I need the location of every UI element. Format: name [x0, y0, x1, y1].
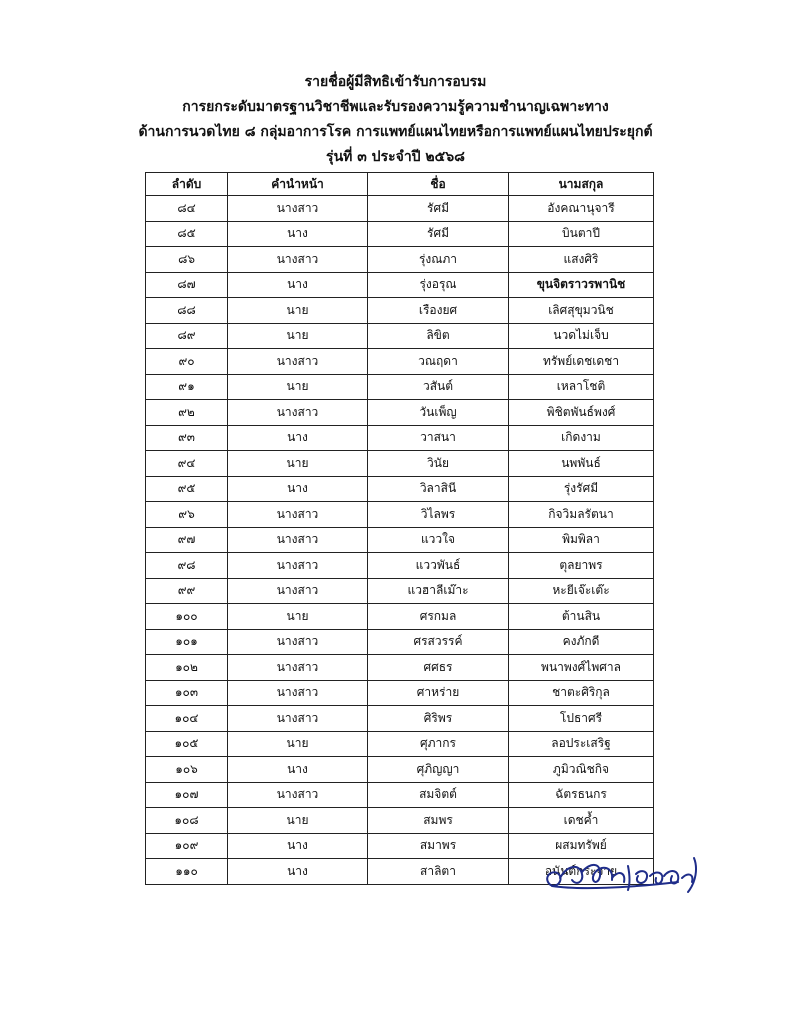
cell-title: นาง [228, 221, 368, 247]
cell-lastname: เลิศสุขุมวนิช [509, 298, 654, 324]
cell-no: ๙๖ [146, 502, 228, 528]
cell-no: ๑๐๗ [146, 782, 228, 808]
cell-lastname: พิมพิลา [509, 527, 654, 553]
cell-lastname: อังคณานุจารี [509, 196, 654, 222]
cell-title: นางสาว [228, 527, 368, 553]
cell-title: นาย [228, 451, 368, 477]
table-row [146, 349, 654, 375]
table-row [146, 757, 654, 783]
cell-title: นาง [228, 476, 368, 502]
cell-no: ๑๐๔ [146, 706, 228, 732]
cell-firstname: วิไลพร [368, 502, 509, 528]
cell-firstname: ศิริพร [368, 706, 509, 732]
cell-title: นาง [228, 272, 368, 298]
table-row [146, 196, 654, 222]
cell-firstname: สมจิตต์ [368, 782, 509, 808]
table-row [146, 731, 654, 757]
table-row [146, 655, 654, 681]
table-row [146, 604, 654, 630]
cell-title: นาย [228, 323, 368, 349]
cell-lastname: ฉัตรธนกร [509, 782, 654, 808]
cell-firstname: วินัย [368, 451, 509, 477]
cell-lastname: บินตาปี [509, 221, 654, 247]
cell-lastname: นพพันธ์ [509, 451, 654, 477]
doc-subtitle-2: ด้านการนวดไทย ๘ กลุ่มอาการโรค การแพทย์แผนไทยหรือการแพทย์แผนไทยประยุกต์ [138, 124, 653, 140]
cell-no: ๑๐๘ [146, 808, 228, 834]
cell-lastname: ขุนจิตราวรพานิช [509, 272, 654, 298]
cell-lastname: รุ่งรัศมี [509, 476, 654, 502]
cell-lastname: โปธาศรี [509, 706, 654, 732]
cell-title: นางสาว [228, 349, 368, 375]
cell-no: ๙๐ [146, 349, 228, 375]
cell-firstname: วิลาสินี [368, 476, 509, 502]
cell-title: นางสาว [228, 553, 368, 579]
table-row [146, 425, 654, 451]
cell-no: ๙๕ [146, 476, 228, 502]
signature-image [538, 852, 708, 898]
cell-title: นาย [228, 808, 368, 834]
cell-firstname: แวฮาลีเม๊าะ [368, 578, 509, 604]
cell-firstname: ศุภากร [368, 731, 509, 757]
table-row [146, 553, 654, 579]
cell-title: นางสาว [228, 400, 368, 426]
col-header-title: คำนำหน้า [228, 173, 368, 196]
cell-no: ๙๓ [146, 425, 228, 451]
cell-no: ๑๐๐ [146, 604, 228, 630]
table-row [146, 680, 654, 706]
table-header-row [146, 173, 654, 196]
cell-lastname: เกิดงาม [509, 425, 654, 451]
cell-no: ๙๒ [146, 400, 228, 426]
table-row [146, 374, 654, 400]
doc-title: รายชื่อผู้มีสิทธิเข้ารับการอบรม [304, 74, 487, 90]
cell-lastname: ตุลยาพร [509, 553, 654, 579]
table-row [146, 808, 654, 834]
cell-no: ๑๐๑ [146, 629, 228, 655]
cell-no: ๑๐๓ [146, 680, 228, 706]
cell-lastname: ผสมทรัพย์ [509, 833, 654, 859]
table-row [146, 782, 654, 808]
cell-title: นาง [228, 833, 368, 859]
cell-firstname: ศรกมล [368, 604, 509, 630]
cell-firstname: แววพันธ์ [368, 553, 509, 579]
cell-no: ๙๘ [146, 553, 228, 579]
cell-title: นางสาว [228, 578, 368, 604]
table-row [146, 578, 654, 604]
col-header-no: ลำดับ [146, 173, 228, 196]
table-body [146, 196, 654, 885]
col-header-firstname: ชื่อ [368, 173, 509, 196]
cell-firstname: ศรสวรรค์ [368, 629, 509, 655]
cell-no: ๙๑ [146, 374, 228, 400]
cell-lastname: หะยีเจ๊ะเต๊ะ [509, 578, 654, 604]
cell-firstname: วสันต์ [368, 374, 509, 400]
cell-no: ๑๐๕ [146, 731, 228, 757]
cell-lastname: คงภักดี [509, 629, 654, 655]
cell-title: นางสาว [228, 680, 368, 706]
cell-firstname: สมาพร [368, 833, 509, 859]
cell-title: นาย [228, 731, 368, 757]
table-row [146, 272, 654, 298]
cell-title: นางสาว [228, 706, 368, 732]
cell-title: นาง [228, 757, 368, 783]
cell-title: นางสาว [228, 196, 368, 222]
cell-no: ๙๔ [146, 451, 228, 477]
cell-title: นาย [228, 604, 368, 630]
cell-no: ๙๙ [146, 578, 228, 604]
table-row [146, 451, 654, 477]
cell-firstname: วาสนา [368, 425, 509, 451]
cell-title: นาง [228, 425, 368, 451]
doc-subtitle-3: รุ่นที่ ๓ ประจำปี ๒๕๖๘ [326, 149, 465, 165]
table-row [146, 476, 654, 502]
cell-lastname: ทรัพย์เดชเดชา [509, 349, 654, 375]
table-row [146, 323, 654, 349]
cell-firstname: รัศมี [368, 196, 509, 222]
table-row [146, 400, 654, 426]
cell-no: ๑๐๒ [146, 655, 228, 681]
doc-subtitle-1: การยกระดับมาตรฐานวิชาชีพและรับรองความรู้ความชำนาญเฉพาะทาง [182, 99, 609, 115]
cell-lastname: เดชค้ำ [509, 808, 654, 834]
cell-lastname: ชาตะศิริกุล [509, 680, 654, 706]
table-row [146, 298, 654, 324]
cell-firstname: แววใจ [368, 527, 509, 553]
cell-firstname: ศาหร่าย [368, 680, 509, 706]
cell-no: ๘๖ [146, 247, 228, 273]
cell-title: นาย [228, 374, 368, 400]
table-row [146, 247, 654, 273]
participant-table [145, 172, 654, 885]
cell-firstname: รัศมี [368, 221, 509, 247]
cell-firstname: เรืองยศ [368, 298, 509, 324]
cell-title: นางสาว [228, 655, 368, 681]
table-row [146, 502, 654, 528]
cell-title: นางสาว [228, 502, 368, 528]
table-row [146, 221, 654, 247]
cell-no: ๙๗ [146, 527, 228, 553]
cell-title: นางสาว [228, 782, 368, 808]
cell-lastname: แสงศิริ [509, 247, 654, 273]
cell-lastname: อนันต์กระจาย [509, 859, 654, 885]
cell-lastname: เหลาโชติ [509, 374, 654, 400]
cell-no: ๘๔ [146, 196, 228, 222]
cell-firstname: ศศธร [368, 655, 509, 681]
cell-no: ๑๐๖ [146, 757, 228, 783]
cell-firstname: สมพร [368, 808, 509, 834]
cell-lastname: นวดไม่เจ็บ [509, 323, 654, 349]
cell-firstname: ลิขิต [368, 323, 509, 349]
cell-lastname: ต้านสิน [509, 604, 654, 630]
cell-no: ๘๘ [146, 298, 228, 324]
cell-title: นาย [228, 298, 368, 324]
cell-no: ๘๗ [146, 272, 228, 298]
table-row [146, 629, 654, 655]
cell-lastname: ลอประเสริฐ [509, 731, 654, 757]
cell-firstname: สาลิตา [368, 859, 509, 885]
cell-no: ๘๕ [146, 221, 228, 247]
cell-firstname: ศุภิญญา [368, 757, 509, 783]
table-row [146, 527, 654, 553]
cell-title: นางสาว [228, 629, 368, 655]
cell-lastname: พิชิตพันธ์พงศ์ [509, 400, 654, 426]
cell-firstname: วันเพ็ญ [368, 400, 509, 426]
cell-lastname: ภูมิวณิชกิจ [509, 757, 654, 783]
cell-no: ๘๙ [146, 323, 228, 349]
cell-no: ๑๑๐ [146, 859, 228, 885]
cell-title: นาง [228, 859, 368, 885]
cell-lastname: กิจวิมลรัตนา [509, 502, 654, 528]
cell-firstname: รุ่งณภา [368, 247, 509, 273]
table-row [146, 706, 654, 732]
cell-no: ๑๐๙ [146, 833, 228, 859]
col-header-lastname: นามสกุล [509, 173, 654, 196]
cell-title: นางสาว [228, 247, 368, 273]
cell-firstname: รุ่งอรุณ [368, 272, 509, 298]
cell-lastname: พนาพงศ์ไพศาล [509, 655, 654, 681]
cell-firstname: วณฤดา [368, 349, 509, 375]
